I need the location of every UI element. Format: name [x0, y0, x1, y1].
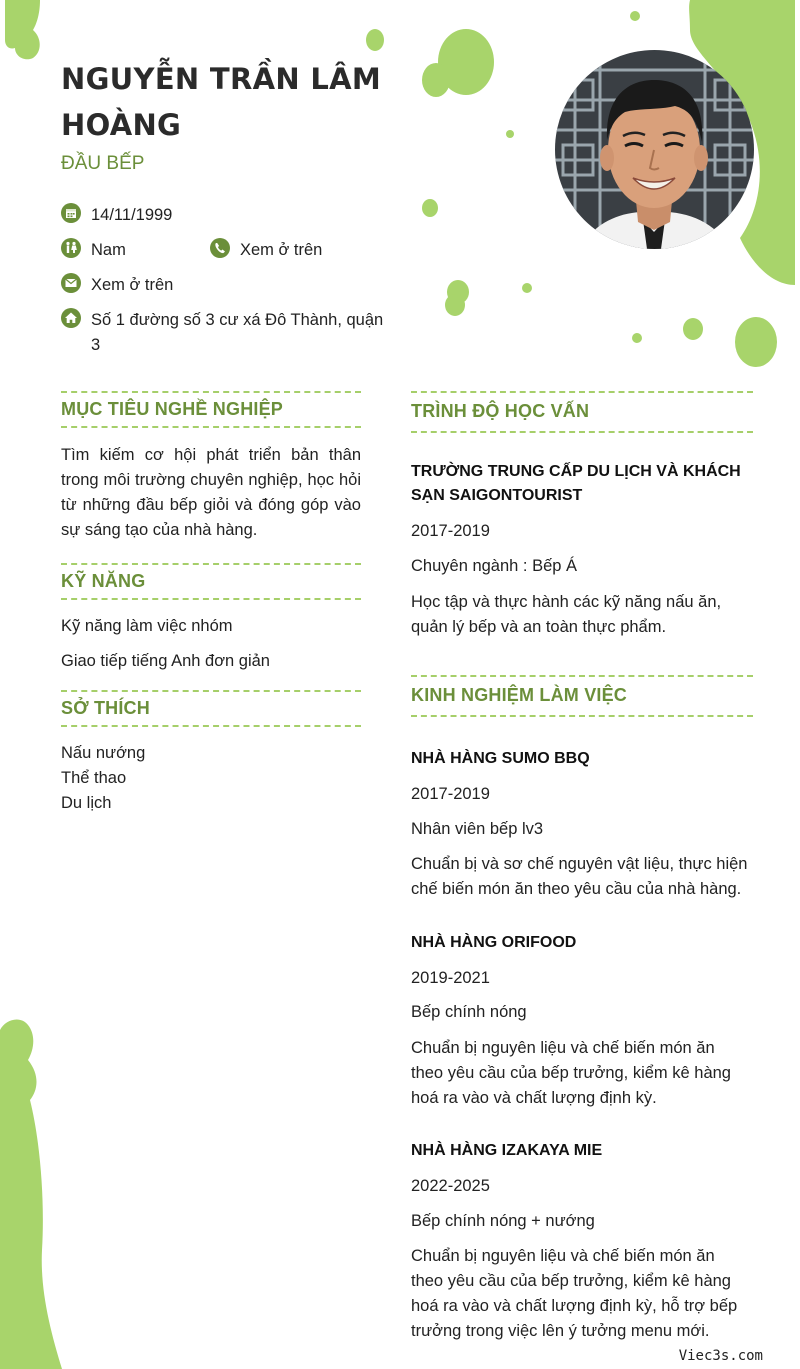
hobbies-title: SỞ THÍCH — [61, 698, 150, 718]
education-period: 2017-2019 — [411, 522, 490, 540]
divider — [61, 426, 361, 428]
profile-photo — [555, 50, 754, 249]
objective-text: Tìm kiếm cơ hội phát triển bản thân trong môi trường chuyên nghiệp, học hỏi từ những đầu bếp giỏi và đóng góp vào sự sáng tạo của nhà hàng. — [61, 446, 361, 539]
phone-icon — [210, 238, 230, 258]
job-period: 2019-2021 — [411, 969, 490, 987]
address-value: Số 1 đường số 3 cư xá Đô Thành, quận 3 — [91, 311, 384, 354]
birthday-value: 14/11/1999 — [91, 206, 173, 224]
education-description: Học tập và thực hành các kỹ năng nấu ăn, quản lý bếp và an toàn thực phẩm. — [411, 593, 722, 636]
phone-row — [210, 238, 322, 263]
divider — [61, 563, 361, 565]
objective-title: MỤC TIÊU NGHỀ NGHIỆP — [61, 399, 284, 419]
phone-value[interactable]: Xem ở trên — [240, 241, 323, 259]
divider — [411, 715, 753, 717]
job-description: Chuẩn bị và sơ chế nguyên vật liệu, thực hiện chế biến món ăn theo yêu cầu của nhà hàng. — [411, 855, 748, 898]
email-value[interactable]: Xem ở trên — [91, 276, 174, 294]
job-position: Bếp chính nóng — [411, 1003, 527, 1021]
job-period: 2017-2019 — [411, 785, 490, 803]
watermark: Viec3s.com — [678, 1348, 763, 1364]
home-icon — [61, 308, 81, 328]
education-major: Chuyên ngành : Bếp Á — [411, 557, 578, 575]
job-description: Chuẩn bị nguyên liệu và chế biến món ăn theo yêu cầu của bếp trưởng, kiểm kê hàng hoá ra vào và chất lượng định kỳ. — [411, 1039, 731, 1107]
gender-row — [61, 238, 126, 263]
job-company: NHÀ HÀNG SUMO BBQ — [411, 750, 590, 767]
skill-item: Kỹ năng làm việc nhóm — [61, 617, 233, 635]
divider — [61, 690, 361, 692]
job-company: NHÀ HÀNG IZAKAYA MIE — [411, 1142, 603, 1159]
hobby-item: Nấu nướng — [61, 744, 146, 762]
candidate-name: NGUYỄN TRẦN LÂM HOÀNG — [61, 62, 382, 142]
job-company: NHÀ HÀNG ORIFOOD — [411, 934, 577, 951]
job-period: 2022-2025 — [411, 1177, 490, 1195]
gender-icon — [61, 238, 81, 258]
divider — [61, 391, 361, 393]
email-row — [61, 273, 173, 298]
hobby-item: Du lịch — [61, 794, 112, 812]
gender-value: Nam — [91, 241, 126, 259]
job-title: ĐẦU BẾP — [61, 153, 145, 174]
skills-title: KỸ NĂNG — [61, 571, 146, 591]
school-name: TRƯỜNG TRUNG CẤP DU LỊCH VÀ KHÁCH SẠN SAIGONTOURIST — [411, 463, 741, 504]
job-position: Bếp chính nóng + nướng — [411, 1212, 595, 1230]
skill-item: Giao tiếp tiếng Anh đơn giản — [61, 652, 270, 670]
job-position: Nhân viên bếp lv3 — [411, 820, 544, 838]
job-description: Chuẩn bị nguyên liệu và chế biến món ăn theo yêu cầu của bếp trưởng, kiểm kê hàng hoá ra vào và chất lượng định kỳ, hỗ trợ bếp trưởng trong việc lên ý tưởng menu mới. — [411, 1247, 738, 1340]
calendar-icon — [61, 203, 81, 223]
divider — [61, 598, 361, 600]
divider — [61, 725, 361, 727]
birthday-row — [61, 203, 172, 228]
divider — [411, 431, 753, 433]
address-row — [61, 308, 391, 358]
education-title: TRÌNH ĐỘ HỌC VẤN — [411, 401, 590, 421]
email-icon — [61, 273, 81, 293]
divider — [411, 675, 753, 677]
experience-title: KINH NGHIỆM LÀM VIỆC — [411, 685, 628, 705]
hobby-item: Thể thao — [61, 769, 127, 787]
divider — [411, 391, 753, 393]
